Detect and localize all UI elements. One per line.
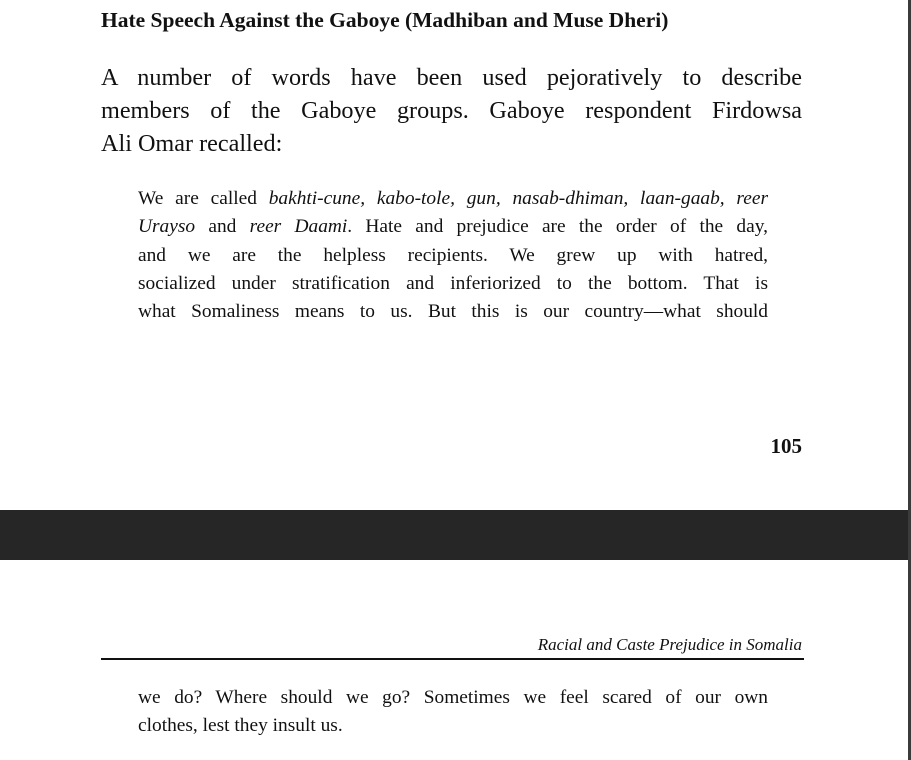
quote-line: and we are the helpless recipients. We grew up with hatred, <box>138 244 768 266</box>
page-number: 105 <box>770 434 802 458</box>
quote-line: what Somaliness means to us. But this is our country—what should <box>138 301 768 323</box>
quote-line: clothes, lest they insult us. <box>138 715 343 737</box>
paragraph-line: members of the Gaboye groups. Gaboye respondent Firdowsa <box>101 97 802 124</box>
header-rule <box>101 658 804 660</box>
quote-terms: bakhti-cune, kabo-tole, gun, nasab-dhiman, laan-gaab, reer <box>268 188 768 209</box>
quote-line <box>138 185 768 213</box>
quote-line: we do? Where should we go? Sometimes we feel scared of our own <box>138 687 768 708</box>
running-header: Racial and Caste Prejudice in Somalia <box>537 635 802 654</box>
block-quote <box>138 185 768 326</box>
quote-text: We are called <box>138 188 269 209</box>
quote-term: Urayso <box>138 216 196 238</box>
page-separator <box>0 510 911 560</box>
paragraph-line: Ali Omar recalled: <box>101 130 283 157</box>
block-quote-continued <box>138 684 768 741</box>
quote-term: reer Daami <box>249 216 348 238</box>
section-heading: Hate Speech Against the Gaboye (Madhiban and Muse Dheri) <box>101 8 669 32</box>
quote-text: and <box>195 216 250 238</box>
paragraph-line: A number of words have been used pejoratively to describe <box>101 64 802 91</box>
quote-line: socialized under stratification and inferiorized to the bottom. That is <box>138 272 768 294</box>
quote-text: . Hate and prejudice are the order of the day, <box>347 216 768 238</box>
body-paragraph <box>101 61 802 160</box>
page-106 <box>0 560 908 760</box>
quote-line <box>138 213 768 241</box>
